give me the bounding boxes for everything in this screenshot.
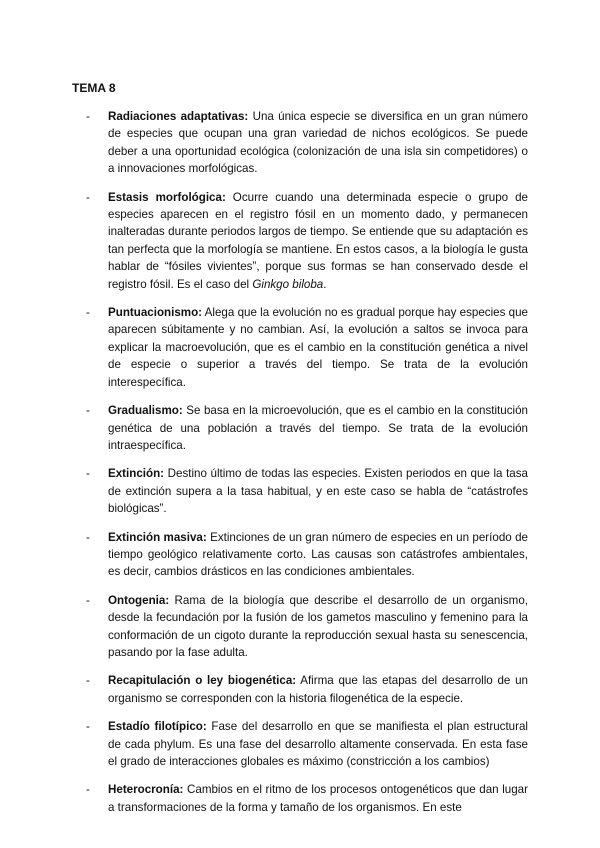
term-definition: Ocurre cuando una determinada especie o grupo de especies aparecen en el registro fósil en un momento dado, y permanecen inalteradas durante periodos largos de tiempo. Se entiende que su adaptación es tan perfecta que la morfología se mantiene. En estos casos, a la biología le gusta hablar de “fósiles vivientes”, porque sus formas se han conservado desde el registro fósil. Es el caso del: [108, 190, 528, 291]
term-heading: Radiaciones adaptativas:: [108, 110, 249, 123]
list-item: [84, 781, 528, 816]
term-definition: Extinciones de un gran número de especies en un período de tiempo geológico relativamente corto. Las causas son catástrofes ambientales, es decir, cambios drásticos en las condiciones ambientales.: [108, 530, 528, 579]
list-bullet: -: [86, 593, 90, 607]
term-heading: Estasis morfológica:: [108, 190, 226, 204]
definition-tail: .: [323, 277, 327, 291]
list-bullet: -: [86, 404, 90, 418]
document-title: TEMA 8: [72, 81, 116, 95]
list-bullet: -: [86, 783, 90, 797]
list-item: [84, 108, 528, 178]
list-item: [84, 189, 528, 293]
term-definition: Cambios en el ritmo de los procesos ontogenéticos que dan lugar a transformaciones de la forma y tamaño de los organismos. En este: [108, 783, 528, 814]
term-definition: Una única especie se diversifica en un gran número de especies que ocupan una gran variedad de nichos ecológicos. Se puede deber a una oportunidad ecológica (colonización de una isla sin competidores) o a innovaciones morfológicas.: [108, 110, 528, 176]
term-definition: Afirma que las etapas del desarrollo de un organismo se corresponden con la historia filogenética de la especie.: [108, 674, 528, 705]
list-bullet: -: [86, 674, 90, 688]
list-item: [84, 672, 528, 707]
term-heading: Extinción:: [108, 467, 165, 481]
list-bullet: -: [86, 190, 90, 204]
term-list: [84, 108, 528, 827]
list-bullet: -: [86, 306, 90, 320]
list-item: [84, 304, 528, 391]
term-definition: Fase del desarrollo en que se manifiesta el plan estructural de cada phylum. Es una fase del desarrollo altamente conservada. En esta fase el grado de interacciones globales es máximo (constricción a los cambios): [108, 720, 528, 768]
list-item: [84, 529, 528, 581]
term-heading: Recapitulación o ley biogenética:: [108, 674, 297, 688]
term-heading: Heterocronía:: [108, 783, 184, 797]
term-heading: Gradualismo:: [108, 404, 183, 418]
term-definition: Se basa en la microevolución, que es el cambio en la constitución genética de una población a través del tiempo. Se trata de la evolución intraespecífica.: [108, 404, 528, 452]
list-bullet: -: [86, 467, 90, 481]
list-item: [84, 402, 528, 454]
term-definition: Destino último de todas las especies. Existen periodos en que la tasa de extinción supera a la tasa habitual, y en este caso se habla de “catástrofes biológicas”.: [108, 467, 528, 516]
term-heading: Puntuacionismo:: [108, 306, 203, 320]
term-heading: Ontogenia:: [108, 593, 170, 607]
term-heading: Estadío filotípico:: [108, 720, 207, 734]
list-item: [84, 718, 528, 770]
list-item: [84, 465, 528, 517]
term-definition: Rama de la biología que describe el desarrollo de un organismo, desde la fecundación por la fusión de los gametos masculino y femenino para la conformación de un cigoto durante la reproducción sexual hasta su senescencia, pasando por la fase adulta.: [108, 593, 528, 659]
list-bullet: -: [86, 110, 90, 123]
term-definition: Alega que la evolución no es gradual porque hay especies que aparecen súbitamente y no cambian. Así, la evolución a saltos se invoca para explicar la macroevolución, que es el cambio en la constitución genética a nivel de especie o superior a través del tiempo. Se trata de la evolución interespecífica.: [108, 306, 528, 389]
list-item: [84, 592, 528, 662]
list-bullet: -: [86, 530, 90, 544]
list-bullet: -: [86, 720, 90, 734]
term-heading: Extinción masiva:: [108, 530, 207, 544]
species-name: Ginkgo biloba: [252, 277, 324, 291]
